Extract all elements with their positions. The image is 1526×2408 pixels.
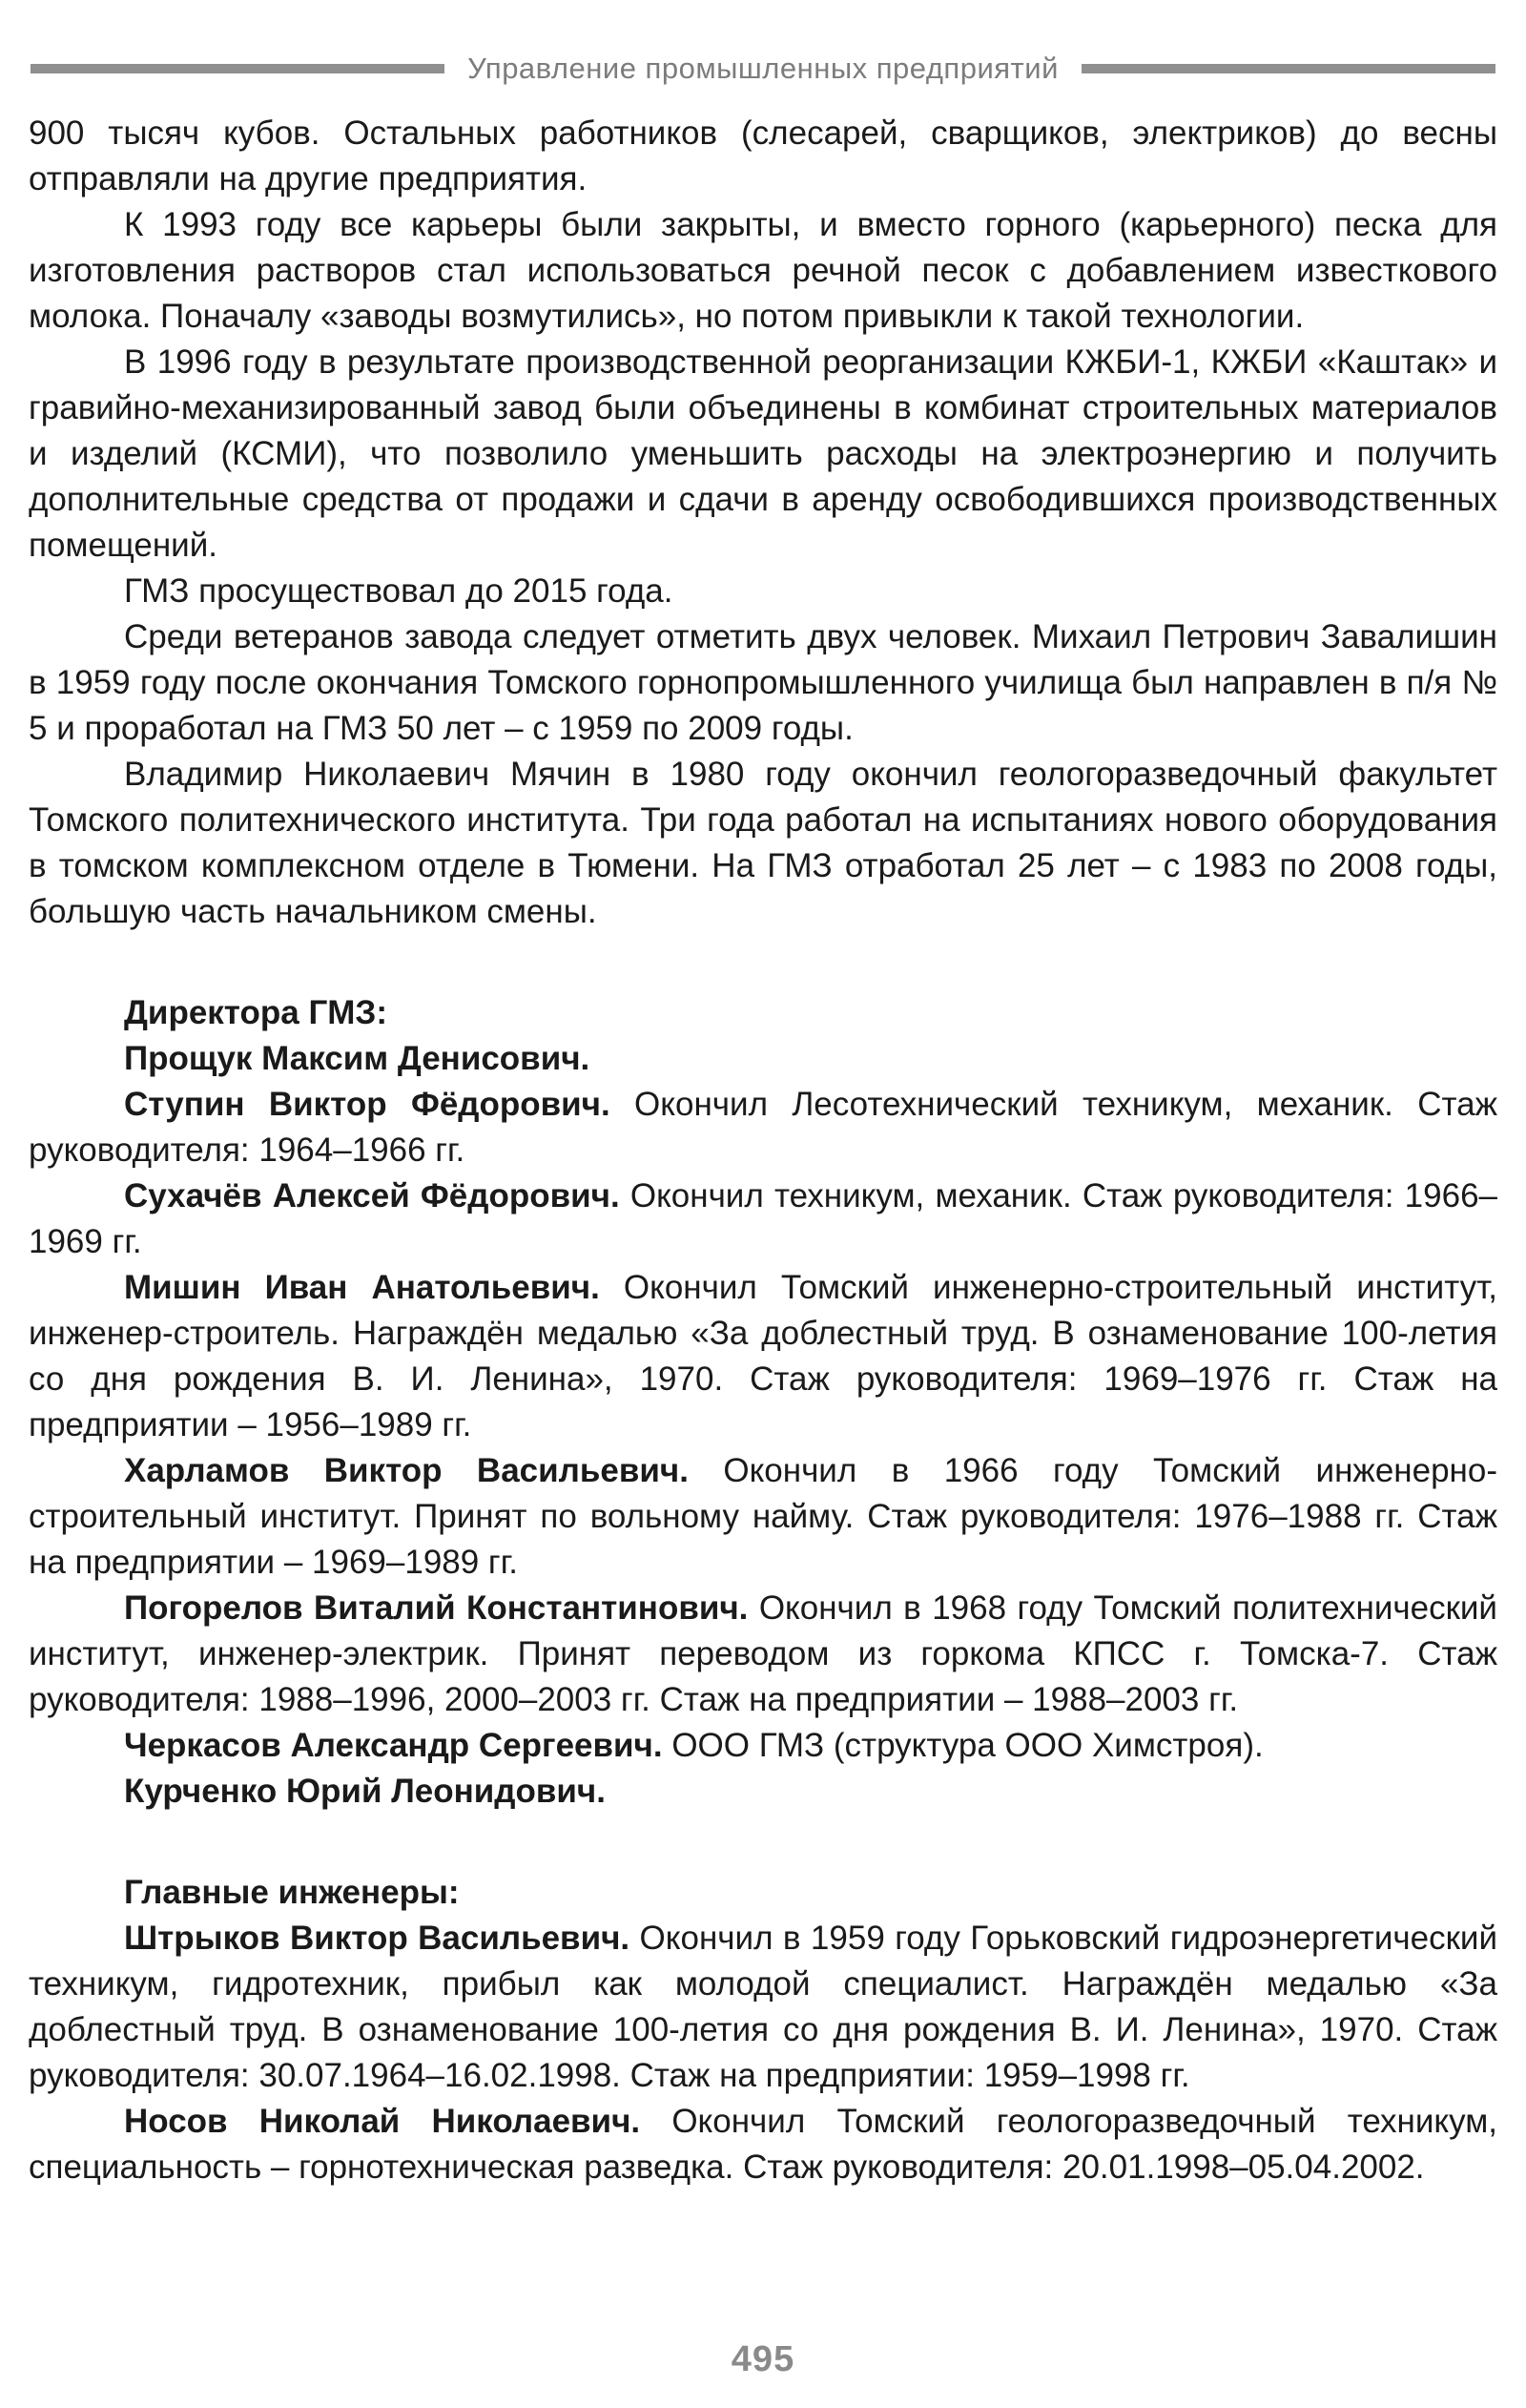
page-number: 495 (731, 2339, 795, 2379)
paragraph: Штрыков Виктор Васильевич. Окончил в 1959 году Горьковский гидроэнергетический техникум, гидротехник, прибыл как молодой специалист. Награждён медалью «За доблестный труд. В ознаменование 100-летия со дня рождения В. И. Ленина», 1970. Стаж руководителя: 30.07.1964–16.02.1998. Стаж на предприятии: 1959–1998 гг. (29, 1920, 1497, 2094)
person-name: Черкасов Александр Сергеевич. (124, 1727, 663, 1764)
person-name: Ступин Виктор Фёдорович. (124, 1086, 610, 1123)
paragraph: ГМЗ просуществовал до 2015 года. (124, 572, 673, 610)
header-rule-left (31, 64, 444, 73)
paragraph: Черкасов Александр Сергеевич. ООО ГМЗ (структура ООО Химстроя). (124, 1727, 1264, 1764)
page-footer (0, 2339, 1526, 2380)
person-name: Харламов Виктор Васильевич. (124, 1452, 689, 1489)
section-heading: Главные инженеры: (124, 1874, 460, 1911)
person-name: Погорелов Виталий Константинович. (124, 1589, 749, 1627)
paragraph: Носов Николай Николаевич. Окончил Томский геологоразведочный техникум, специальность – горнотехническая разведка. Стаж руководителя: 20.01.1998–05.04.2002. (29, 2103, 1498, 2186)
header-rule-right (1082, 64, 1495, 73)
section-heading: Прощук Максим Денисович. (124, 1040, 590, 1077)
paragraph: 900 тысяч кубов. Остальных работников (слесарей, сварщиков, электриков) до весны отправляли на другие предприятия. (29, 114, 1497, 197)
paragraph: Среди ветеранов завода следует отметить двух человек. Михаил Петрович Завалишин в 1959 году после окончания Томского горнопромышленного училища был направлен в п/я № 5 и проработал на ГМЗ 50 лет – с 1959 по 2009 годы. (29, 618, 1497, 747)
section-heading: Курченко Юрий Леонидович. (124, 1773, 606, 1810)
paragraph: Сухачёв Алексей Фёдорович. Окончил техникум, механик. Стаж руководителя: 1966–1969 гг. (29, 1177, 1497, 1260)
running-header-title: Управление промышленных предприятий (467, 52, 1059, 85)
person-name: Мишин Иван Анатольевич. (124, 1269, 600, 1306)
running-header (31, 53, 1495, 83)
paragraph: Мишин Иван Анатольевич. Окончил Томский инженерно-строительный институт, инженер-строитель. Награждён медалью «За доблестный труд. В ознаменование 100-летия со дня рождения В. И. Ленина», 1970. Стаж руководителя: 1969–1976 гг. Стаж на предприятии – 1956–1989 гг. (29, 1269, 1497, 1443)
person-name: Сухачёв Алексей Фёдорович. (124, 1177, 620, 1214)
paragraph: В 1996 году в результате производственной реорганизации КЖБИ-1, КЖБИ «Каштак» и гравийно-механизированный завод были объединены в комбинат строительных материалов и изделий (КСМИ), что позволило уменьшить расходы на электроэнергию и получить дополнительные средства от продажи и сдачи в аренду освободившихся производственных помещений. (29, 343, 1497, 564)
paragraph: Погорелов Виталий Константинович. Окончил в 1968 году Томский политехнический институт, инженер-электрик. Принят переводом из горкома КПСС г. Томска-7. Стаж руководителя: 1988–1996, 2000–2003 гг. Стаж на предприятии – 1988–2003 гг. (29, 1589, 1497, 1718)
paragraph: Харламов Виктор Васильевич. Окончил в 1966 году Томский инженерно-строительный институт. Принят по вольному найму. Стаж руководителя: 1976–1988 гг. Стаж на предприятии – 1969–1989 гг. (29, 1452, 1497, 1581)
person-name: Штрыков Виктор Васильевич. (124, 1920, 630, 1957)
paragraph: Владимир Николаевич Мячин в 1980 году окончил геологоразведочный факультет Томского политехнического института. Три года работал на испытаниях нового оборудования в томском комплексном отделе в Тюмени. На ГМЗ отработал 25 лет – с 1983 по 2008 годы, большую часть начальником смены. (29, 756, 1497, 930)
page-body (29, 111, 1497, 2190)
section-heading: Директора ГМЗ: (124, 994, 388, 1031)
paragraph: Ступин Виктор Фёдорович. Окончил Лесотехнический техникум, механик. Стаж руководителя: 1964–1966 гг. (29, 1086, 1498, 1169)
paragraph: К 1993 году все карьеры были закрыты, и вместо горного (карьерного) песка для изготовления растворов стал использоваться речной песок с добавлением известкового молока. Поначалу «заводы возмутились», но потом привыкли к такой технологии. (29, 206, 1497, 335)
person-name: Носов Николай Николаевич. (124, 2103, 641, 2140)
